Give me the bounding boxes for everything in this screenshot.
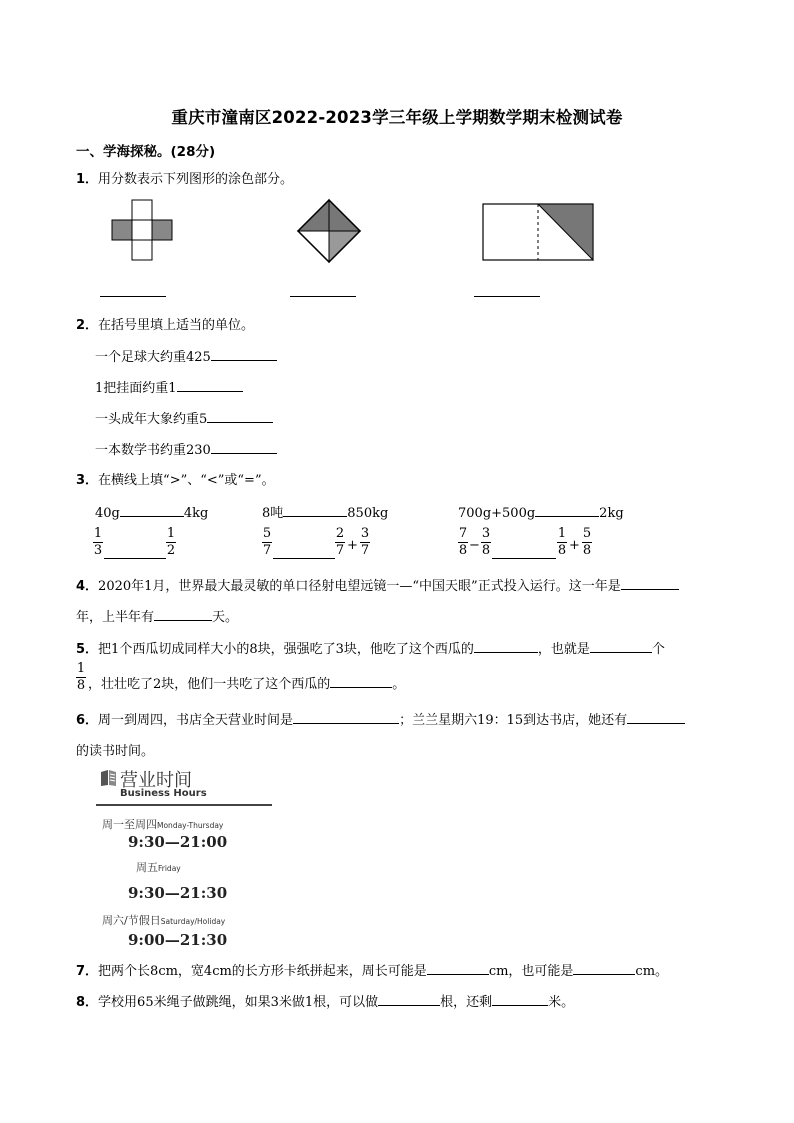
list-item: 一头成年大象约重5 [95,408,273,427]
list-item: 一本数学书约重230 [95,439,277,458]
operator: + [347,538,358,553]
list-item: 一个足球大约重425 [95,346,277,365]
answer-blank[interactable] [627,709,685,724]
fraction: 1 2 [166,526,176,558]
answer-blank[interactable] [427,960,489,975]
question-number: 1． [76,172,99,187]
comparison-item: 700g+500g 2kg [458,502,624,521]
card-subtitle: Business Hours [120,788,207,799]
comparison-item: 40g 4kg [95,502,208,521]
hours-label: 周五Friday [136,861,181,874]
answer-blank[interactable] [621,575,679,590]
fraction: 2 7 [335,526,345,558]
fraction: 1 8 [557,526,567,558]
answer-blank[interactable] [293,709,399,724]
answer-blank[interactable] [535,502,599,517]
answer-blank[interactable] [330,673,392,688]
hours-label: 周六/节假日Saturday/Holiday [102,914,226,927]
answer-blank[interactable] [290,296,356,297]
question-8: 8．学校用65米绳子做跳绳，如果3米做1根，可以做 根，还剩 米。 [76,991,574,1010]
question-7: 7．把两个长8cm，宽4cm的长方形卡纸拼起来，周长可能是 cm，也可能是 cm。 [76,960,668,979]
answer-blank[interactable] [211,346,277,361]
answer-blank[interactable] [573,960,635,975]
fraction: 1 8 [76,661,86,693]
question-text: 在横线上填“>”、“<”或“=”。 [98,473,275,488]
hours-time: 9:30—21:30 [128,884,228,902]
fraction-figures [100,196,620,276]
question-6-cont: 的读书时间。 [76,744,155,759]
hours-time: 9:30—21:00 [128,833,228,851]
question-5-cont: ，壮壮吃了2块，他们一共吃了这个西瓜的 。 [88,673,405,692]
answer-blank[interactable] [154,606,212,621]
rectangle-figure [483,204,593,260]
answer-blank[interactable] [120,502,184,517]
page-title: 重庆市潼南区2022-2023学三年级上学期数学期末检测试卷 [171,108,623,127]
question-text: 在括号里填上适当的单位。 [98,318,255,333]
answer-blank[interactable] [590,638,652,653]
fraction: 3 7 [360,526,370,558]
question-4-cont: 年，上半年有 天。 [76,606,238,625]
answer-blank[interactable] [211,439,277,454]
fraction: 1 3 [93,526,103,558]
question-number: 8． [76,995,99,1010]
section-heading: 一、学海探秘。(28分) [76,144,216,160]
answer-blank[interactable] [474,638,538,653]
divider [96,804,272,806]
fraction: 7 8 [458,526,468,558]
hours-time: 9:00—21:30 [128,931,228,949]
fraction: 5 8 [582,526,592,558]
question-2 [76,314,254,333]
answer-blank[interactable] [273,558,335,559]
answer-blank[interactable] [104,558,166,559]
answer-blank[interactable] [492,558,556,559]
answer-blank[interactable] [378,991,440,1006]
question-number: 3． [76,473,99,488]
book-icon [100,769,118,787]
question-number: 4． [76,579,99,594]
business-hours-card [96,764,276,954]
card-title: 营业时间 [120,770,192,791]
cross-figure [112,200,172,260]
answer-blank[interactable] [283,502,347,517]
operator: + [569,538,580,553]
fraction: 3 8 [481,526,491,558]
answer-blank[interactable] [177,377,243,392]
diamond-figure [298,200,360,262]
question-text: 用分数表示下列图形的涂色部分。 [98,172,294,187]
question-1 [76,168,293,187]
question-number: 2． [76,318,99,333]
question-4: 4．2020年1月，世界最大最灵敏的单口径射电望远镜一—“中国天眼”正式投入运行。这一年是 [76,575,679,594]
question-3 [76,469,275,488]
answer-blank[interactable] [474,296,540,297]
operator: − [469,538,480,553]
question-number: 5． [76,642,99,657]
answer-blank[interactable] [492,991,548,1006]
question-number: 6． [76,713,99,728]
fraction: 5 7 [262,526,272,558]
hours-label: 周一至周四Monday-Thursday [102,818,224,831]
answer-blank[interactable] [207,408,273,423]
list-item: 1把挂面约重1 [95,377,243,396]
answer-blank[interactable] [100,296,166,297]
question-number: 7． [76,964,99,979]
comparison-item: 8吨 850kg [262,502,388,521]
question-6: 6．周一到周四，书店全天营业时间是 ；兰兰星期六19：15到达书店，她还有 [76,709,685,728]
question-5: 5．把1个西瓜切成同样大小的8块，强强吃了3块，他吃了这个西瓜的 ，也就是 个 [76,638,665,657]
